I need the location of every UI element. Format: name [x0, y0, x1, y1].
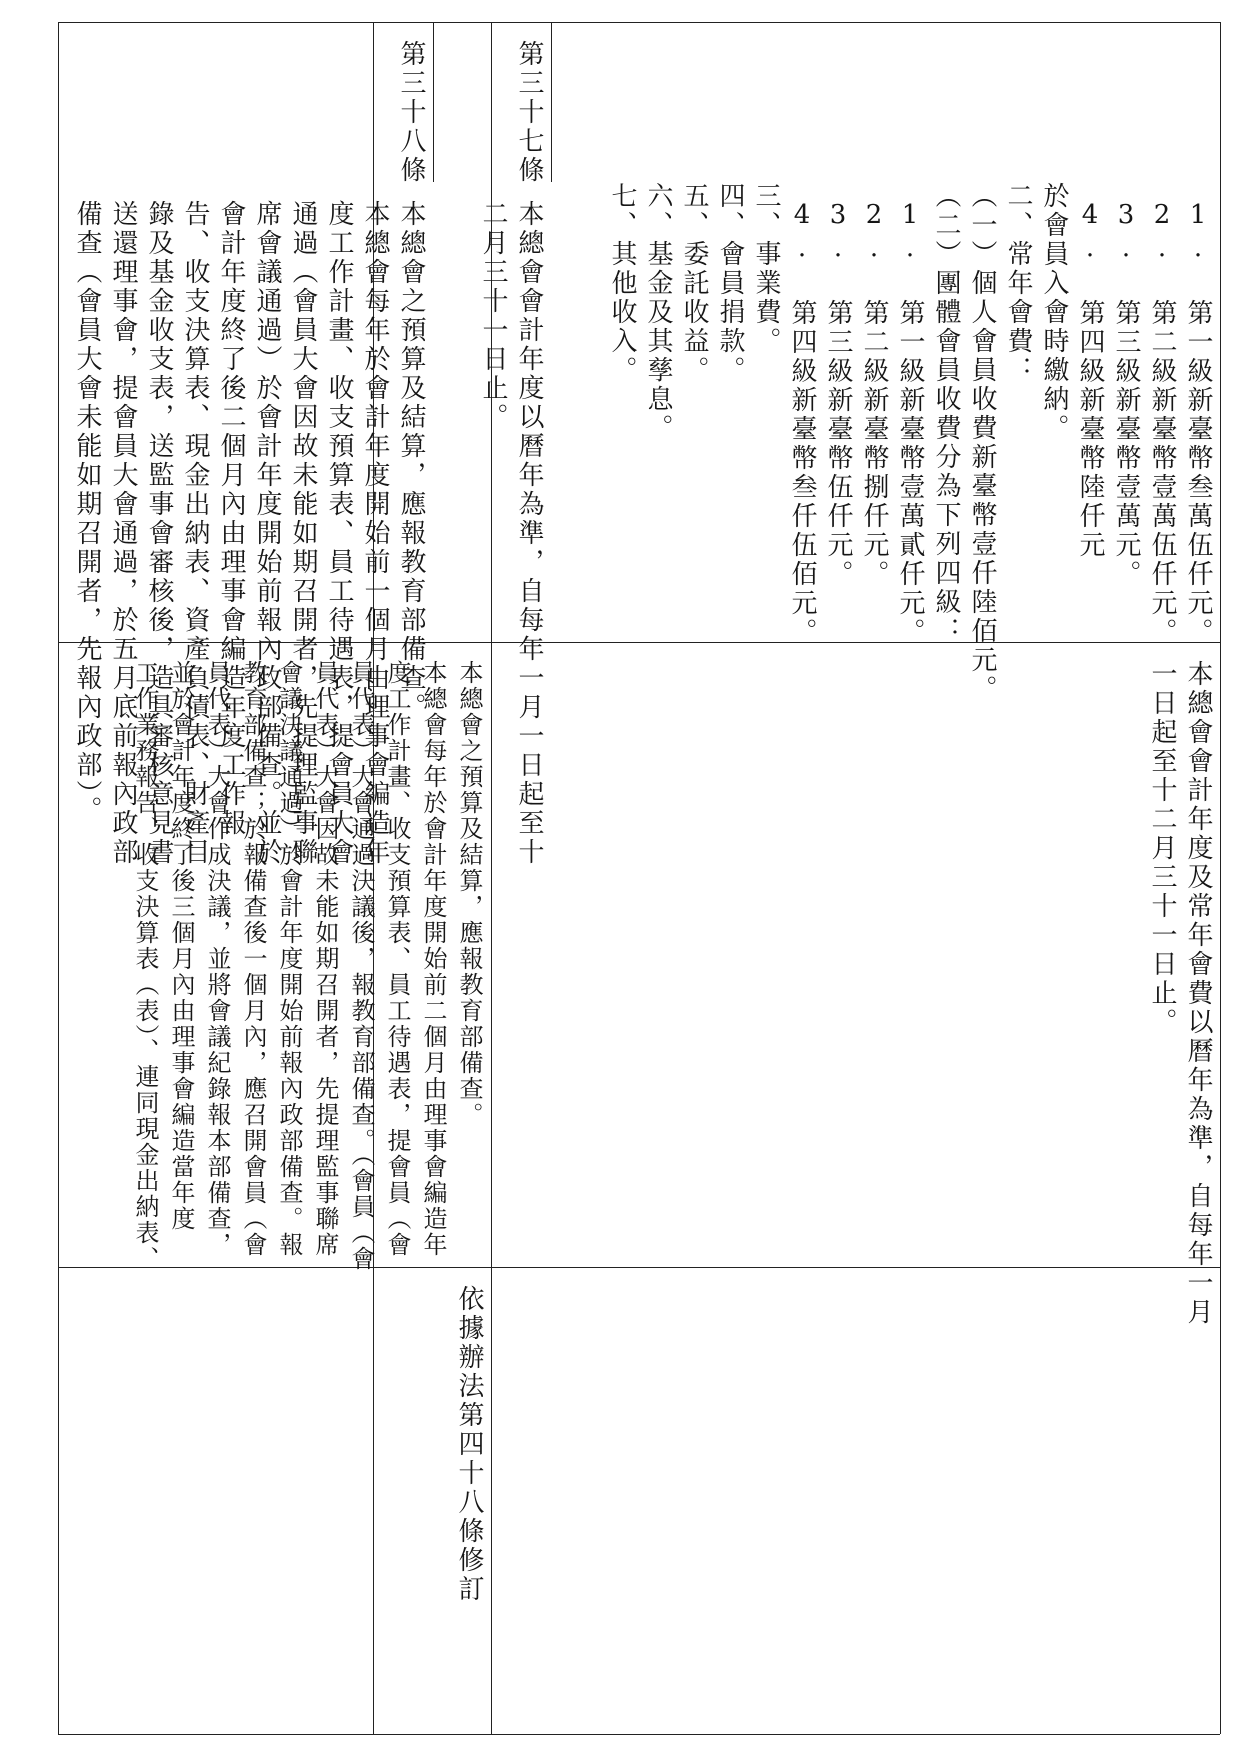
art38-old-line: 送還理事會，提會員大會通過，於五月底前報內政部 — [108, 200, 138, 867]
annual-fee-group: （二）團體會員收費分為下列四級： — [931, 182, 961, 646]
annual-fee-heading: 二、常年會費： — [1003, 182, 1033, 385]
table-border-bottom — [58, 1734, 1220, 1735]
art38-new-line: 本總會之預算及結算，應報教育部備查。 — [455, 660, 483, 1128]
row-title-divider-1 — [433, 22, 434, 182]
art38-new-line: 會議決議通過）於會計年度開始前報內政部備查。報 — [275, 660, 303, 1258]
art37-new-text — [491, 642, 1220, 1327]
art38-old-line: 席會議通過）於會計年度開始前報內政部備查。並於 — [252, 200, 282, 867]
art38-new-line: 員代表）大會作成決議，並將會議紀錄報本部備查， — [203, 660, 231, 1258]
art38-old-text — [58, 182, 433, 867]
art38-reason — [433, 1267, 491, 1734]
art37-new-line: 本總會會計年度及常年會費以曆年為準，自每年一月 — [1183, 660, 1213, 1327]
fee-clauses — [551, 182, 1220, 704]
other-income-item: 五、委託收益。 — [679, 182, 709, 385]
entry-fee-item: 1. 第一級新臺幣叁萬伍仟元。 — [1183, 200, 1213, 647]
art38-title — [373, 22, 433, 185]
art38-new-line: 工作業務報告、收支決算表（表）、連同現金出納表、 — [131, 660, 159, 1272]
art37-title-text: 第三十七條 — [514, 40, 544, 185]
art38-old-line: 會計年度終了後二個月內由理事會編造年度工作報 — [216, 200, 246, 838]
art38-old-line: 本總會每年於會計年度開始前一個月由理事會編造年 — [360, 200, 390, 867]
art38-title-text: 第三十八條 — [396, 40, 426, 185]
art38-old-line: 度工作計畫、收支預算表、員工待遇表，提會員大會 — [324, 200, 354, 867]
art37-title — [491, 22, 551, 185]
art38-old-line: 備查（會員大會未能如期召開者，先報內政部）。 — [72, 200, 102, 825]
table-border-top — [58, 22, 1220, 23]
art38-new-line: 教育部備查；於報備查後一個月內，應召開會員（會 — [239, 660, 267, 1258]
art38-new-line: 員代表）大會因故未能如期召開者，先提理監事聯席 — [311, 660, 339, 1258]
art37-old-line: 本總會會計年度以曆年為準，自每年一月一日起至十 — [514, 200, 544, 867]
art37-old-text — [478, 182, 551, 867]
art38-old-line: 錄及基金收支表，送監事會審核後，造具審核意見書 — [144, 200, 174, 867]
entry-fee-item: 3. 第三級新臺幣壹萬元。 — [1111, 200, 1141, 589]
other-income-item: 六、基金及其孳息。 — [643, 182, 673, 443]
art37-new-line: 一日起至十二月三十一日止。 — [1147, 660, 1177, 1037]
group-fee-item: 1. 第一級新臺幣壹萬貳仟元。 — [895, 200, 925, 647]
annual-fee-individual: （一）個人會員收費新臺幣壹仟陸佰元。 — [967, 182, 997, 704]
row-title-divider-2 — [551, 22, 552, 182]
other-income-item: 七、其他收入。 — [607, 182, 637, 385]
group-fee-item: 3. 第三級新臺幣伍仟元。 — [823, 200, 853, 589]
entry-fee-item: 4. 第四級新臺幣陸仟元 — [1075, 200, 1105, 560]
art38-new-text — [58, 642, 491, 1272]
entry-fee-item: 2. 第二級新臺幣壹萬伍仟元。 — [1147, 200, 1177, 647]
art38-new-line: 度工作計畫、收支預算表、員工待遇表，提會員（會 — [383, 660, 411, 1258]
art38-old-line: 本總會之預算及結算，應報教育部備查。 — [396, 200, 426, 722]
art38-old-line: 通過（會員大會因故未能如期召開者，先提理監事聯 — [288, 200, 318, 867]
art38-new-line: 並於會計年度終了後三個月內由理事會編造當年度 — [167, 660, 195, 1232]
entry-fee-note: 於會員入會時繳納。 — [1039, 182, 1069, 443]
table-border-right — [1220, 22, 1221, 1734]
art38-new-line: 員代表）大會通過決議後，報教育部備查。（會員（會 — [347, 660, 375, 1272]
other-income-item: 三、事業費。 — [751, 182, 781, 356]
art37-old-line: 二月三十一日止。 — [478, 200, 508, 432]
group-fee-item: 4. 第四級新臺幣叁仟伍佰元。 — [787, 200, 817, 647]
group-fee-item: 2. 第二級新臺幣捌仟元。 — [859, 200, 889, 589]
art38-old-line: 告、收支決算表、現金出納表、資產負債表、財產目 — [180, 200, 210, 867]
comparison-table — [58, 22, 1220, 1734]
other-income-item: 四、會員捐款。 — [715, 182, 745, 385]
art38-reason-text: 依據辦法第四十八條修訂 — [454, 1285, 484, 1604]
column-divider-2 — [58, 1267, 1220, 1268]
art38-new-line: 本總會每年於會計年度開始前二個月由理事會編造年 — [419, 660, 447, 1258]
